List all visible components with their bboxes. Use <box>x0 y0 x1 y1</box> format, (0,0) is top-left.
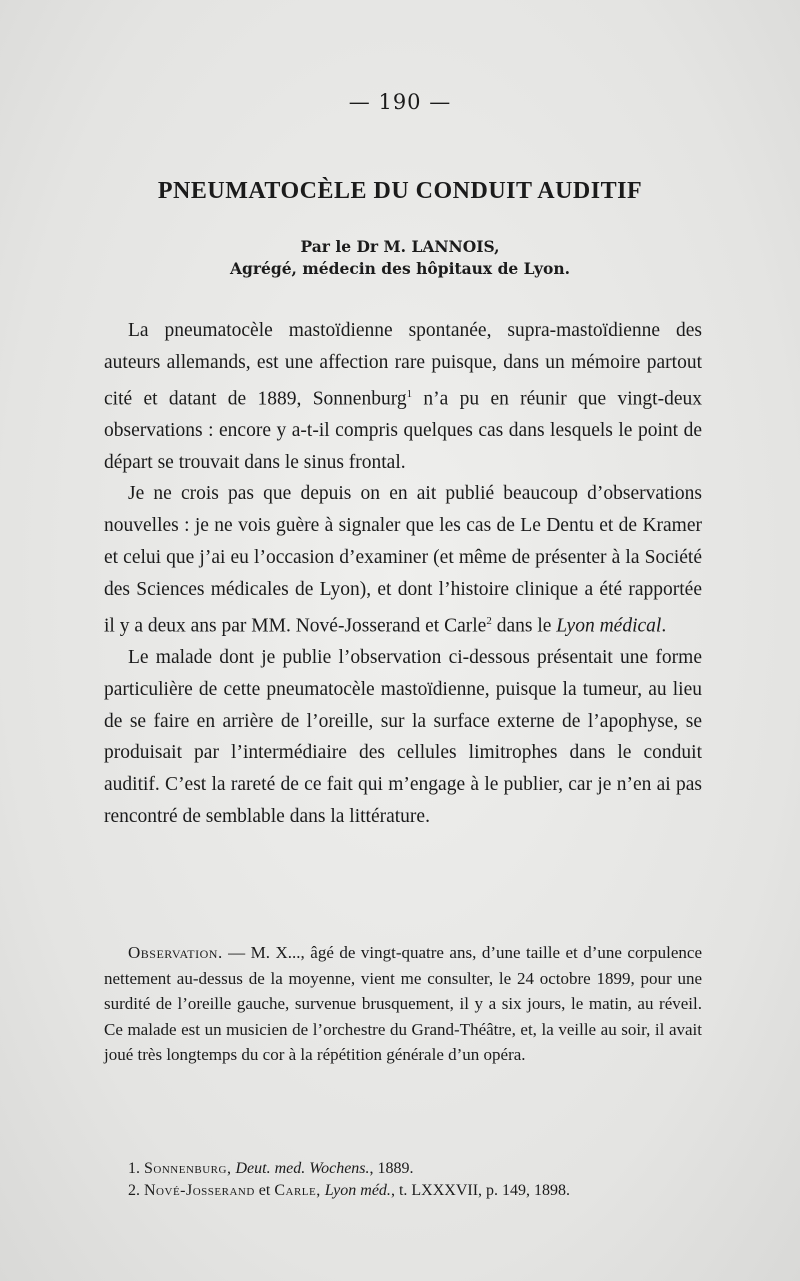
author-name: M. LANNOIS, <box>383 237 500 256</box>
footnote-ref-1: 1 <box>406 387 413 400</box>
footnote-1-author: Sonnenburg, <box>144 1160 232 1177</box>
footnote-2-author: Nové-Josserand <box>144 1182 255 1199</box>
footnote-1 <box>128 1158 708 1180</box>
footnote-2-author-2: Carle, <box>274 1182 321 1199</box>
observation-paragraph <box>104 940 702 1068</box>
article-title: PNEUMATOCÈLE DU CONDUIT AUDITIF <box>157 178 643 204</box>
paragraph-3 <box>104 642 702 833</box>
paragraph-2-text-mid: dans le <box>491 615 557 637</box>
paragraph-3-text: Le malade dont je publie l’observation ci-dessous présentait une forme particulière de cette pneumatocèle mastoïdienne, puisque la tumeur, au lieu de se faire en arrière de l’oreille, sur la surface externe de l’apophyse, se produisait par l’intermédiaire des cellules limitrophes dans le conduit auditif. C’est la rareté de ce fait qui m’engage à le publier, car je n’en ai pas rencontré de semblable dans la littérature. <box>104 646 702 827</box>
footnote-2-conjunction: et <box>254 1182 275 1199</box>
article-body <box>104 315 702 833</box>
observation-text: — M. X..., âgé de vingt-quatre ans, d’une taille et d’une corpulence nettement au-dessus de la moyenne, vient me consulter, le 24 octobre 1899, pour une surdité de l’oreille gauche, survenue brusquement, il y a six jours, le matin, au réveil. Ce malade est un musicien de l’orchestre du Grand-Théâtre, et, la veille au soir, il avait joué très longtemps du cor à la répétition générale d’un opéra. <box>104 943 702 1064</box>
footnote-2 <box>128 1180 708 1202</box>
paragraph-1-text-end: n’a pu en réunir que vingt-deux observations : encore y a-t-il compris quelques cas dans lesquels le point de départ se trouvait dans le sinus frontal. <box>104 388 702 473</box>
journal-title: Lyon médical <box>556 615 662 637</box>
observation-section <box>104 940 702 1068</box>
footnote-1-source: Deut. med. Wochens. <box>235 1160 370 1177</box>
footnote-ref-2: 2 <box>486 614 492 627</box>
paragraph-2 <box>104 478 702 641</box>
paragraph-1 <box>104 315 702 478</box>
author-prefix: Par le Dr <box>300 237 379 256</box>
footnote-2-details: , t. LXXXVII, p. 149, 1898. <box>390 1182 571 1199</box>
paragraph-2-text-end: . <box>661 615 667 637</box>
author-affiliation: Agrégé, médecin des hôpitaux de Lyon. <box>229 259 571 278</box>
footnote-2-source: Lyon méd. <box>324 1182 391 1199</box>
footnote-1-details: , 1889. <box>369 1160 414 1177</box>
paragraph-1-text: La pneumatocèle mastoïdienne spontanée, supra-mastoïdienne des auteurs allemands, est une affection rare puisque, dans un mémoire partout cité et datant de 1889, Sonnenburg <box>104 320 702 410</box>
author-line <box>0 237 800 256</box>
observation-label: Observation. <box>128 943 223 962</box>
footnotes <box>128 1158 708 1202</box>
footnote-1-number: 1. <box>128 1160 140 1177</box>
paragraph-2-text: Je ne crois pas que depuis on en ait publié beaucoup d’observations nouvelles : je ne vois guère à signaler que les cas de Le Dentu et de Kramer et celui que j’ai eu l’occasion d’examiner (et même de présenter à la Société des Sciences médicales de Lyon), et dont l’histoire clinique a été rapportée il y a deux ans par MM. Nové-Josserand et Carle <box>104 483 702 637</box>
page-number: — 190 — <box>348 90 452 114</box>
footnote-2-number: 2. <box>128 1182 140 1199</box>
